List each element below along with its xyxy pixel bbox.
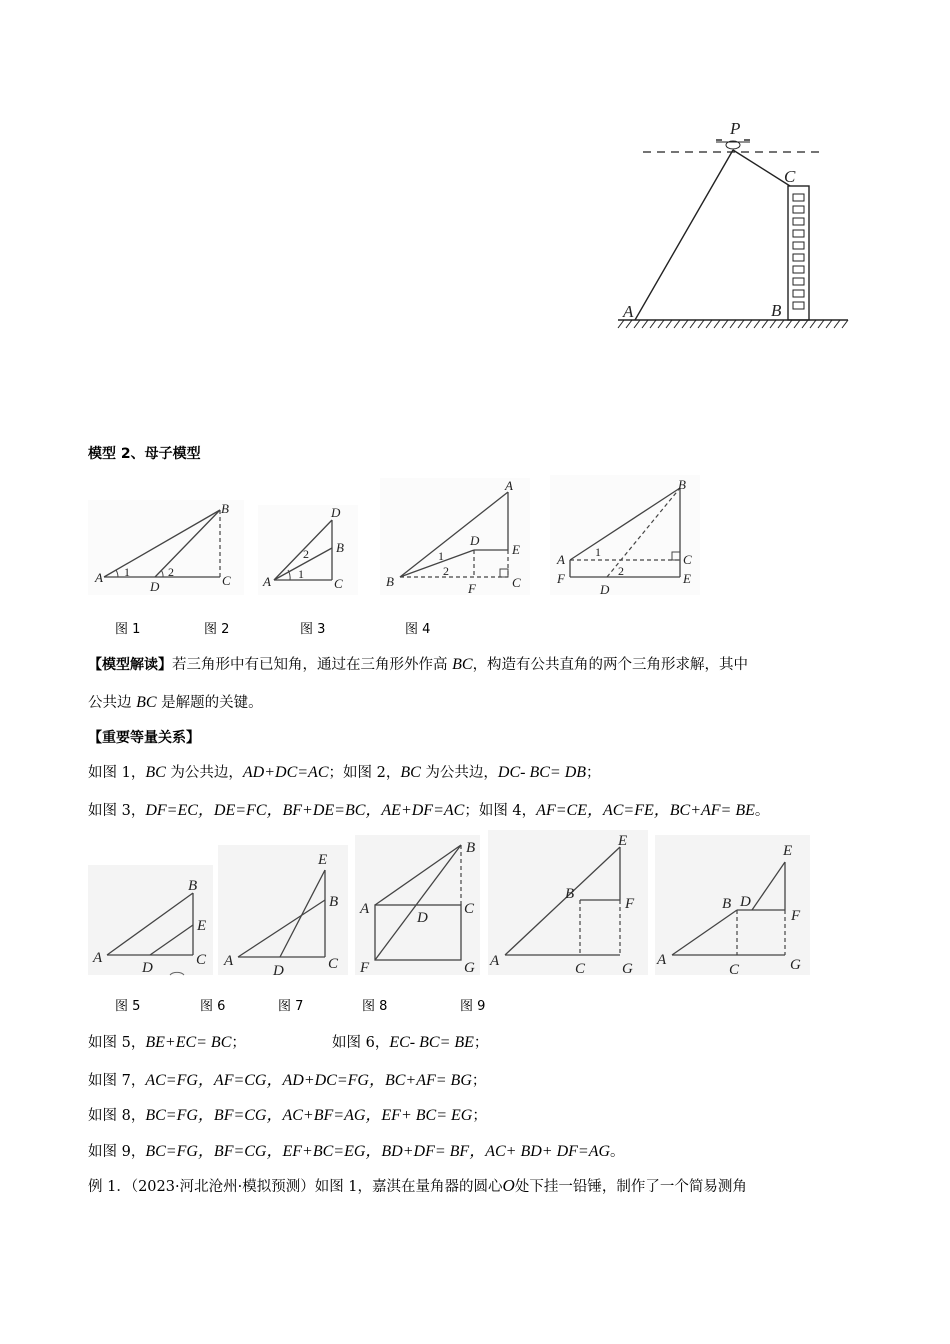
relation-fig1-2: 如图 1，BC 为公共边，AD+DC=AC；如图 2，BC 为公共边，DC- BC= DB； (88, 764, 601, 781)
fig4-label-B: B (678, 477, 686, 492)
fig8-label-A: A (490, 953, 500, 969)
fig5-label-C: C (196, 952, 207, 968)
relation-fig5-6: 如图 5，BE+EC= BC； (88, 1034, 246, 1051)
caption-fig1: 图 1 (115, 622, 141, 637)
fig5-label-D: D (142, 960, 153, 976)
caption-fig5: 图 5 (115, 999, 141, 1014)
fig3-label-D: D (470, 533, 480, 548)
label-C: C (784, 167, 796, 186)
fig2-label-D: D (331, 505, 341, 520)
caption-fig9: 图 9 (460, 999, 486, 1014)
fig9-label-D: D (740, 894, 751, 910)
relation-fig7: 如图 7，AC=FG，AF=CG，AD+DC=FG，BC+AF= BG； (88, 1072, 487, 1089)
example-1-text: 例 1．（2023·河北沧州·模拟预测）如图 1，嘉淇在量角器的圆心O处下挂一铅锤，制作了一个简易测角 (88, 1176, 747, 1195)
fig8-label-E: E (618, 833, 628, 849)
fig9-label-B: B (722, 896, 732, 912)
fig7-label-G: G (464, 960, 475, 976)
fig3-label-E: E (512, 542, 520, 557)
fig6-label-C: C (328, 956, 339, 972)
fig4-label-D: D (600, 582, 610, 597)
fig5-label-A: A (93, 950, 103, 966)
fig9-label-A: A (657, 952, 667, 968)
fig2-label-C: C (334, 576, 343, 591)
fig7-label-B: B (466, 840, 476, 856)
fig5-label-B: B (188, 878, 198, 894)
fig8-label-F: F (625, 896, 635, 912)
fig2-label-A: A (263, 574, 271, 589)
svg-text:2: 2 (303, 547, 309, 561)
relation-fig6: 如图 6，EC- BC= BE； (332, 1034, 489, 1051)
fig5-label-E: E (197, 918, 207, 934)
fig7-label-D: D (417, 910, 428, 926)
model-interpretation-line2: 公共边 BC 是解题的关键。 (88, 694, 263, 711)
fig9-label-C: C (729, 962, 740, 978)
fig7-label-A: A (360, 901, 370, 917)
relation-fig3-4: 如图 3，DF=EC，DE=FC，BF+DE=BC，AE+DF=AC；如图 4，AF=CE，AC=FE，BC+AF= BE。 (88, 802, 770, 819)
caption-fig8: 图 8 (362, 999, 388, 1014)
fig6-label-E: E (318, 852, 328, 868)
model-interpretation-line1: 【模型解读】若三角形中有已知角，通过在三角形外作高 BC，构造有公共直角的两个三角形求解，其中 (88, 656, 749, 673)
fig6-label-D: D (273, 963, 284, 979)
fig9-label-G: G (790, 957, 801, 973)
fig8-label-B: B (565, 886, 575, 902)
caption-fig2: 图 2 (204, 622, 230, 637)
caption-fig3: 图 3 (300, 622, 326, 637)
relations-heading: 【重要等量关系】 (88, 730, 200, 746)
label-P: P (730, 119, 741, 138)
fig1-label-A: A (95, 570, 103, 585)
fig3-label-B: B (386, 574, 394, 589)
fig4-label-F: F (557, 571, 565, 586)
relation-fig9: 如图 9，BC=FG，BF=CG，EF+BC=EG，BD+DF= BF，AC+ BD+ DF=AG。 (88, 1143, 625, 1160)
caption-fig7: 图 7 (278, 999, 304, 1014)
svg-text:1: 1 (124, 565, 130, 579)
section-title: 模型 2、母子模型 (88, 446, 201, 462)
fig3-label-C: C (512, 575, 521, 590)
fig7-label-F: F (360, 960, 370, 976)
svg-text:2: 2 (168, 565, 174, 579)
fig1-label-D: D (150, 579, 160, 594)
fig6-label-A: A (224, 953, 234, 969)
caption-fig4: 图 4 (405, 622, 431, 637)
fig3-label-A: A (505, 478, 513, 493)
caption-fig6: 图 6 (200, 999, 226, 1014)
label-B: B (771, 301, 782, 320)
svg-text:2: 2 (443, 564, 449, 578)
svg-text:1: 1 (438, 549, 444, 563)
fig4-label-C: C (683, 552, 692, 567)
relation-fig8: 如图 8，BC=FG，BF=CG，AC+BF=AG，EF+ BC= EG； (88, 1107, 487, 1124)
fig4-label-A: A (557, 552, 565, 567)
fig7-label-C: C (464, 901, 475, 917)
fig1-label-B: B (221, 501, 229, 516)
svg-text:2: 2 (618, 564, 624, 578)
fig9-label-F: F (791, 908, 801, 924)
fig2-label-B: B (336, 540, 344, 555)
fig9-label-E: E (783, 843, 793, 859)
fig1-label-C: C (222, 573, 231, 588)
fig4-label-E: E (683, 571, 691, 586)
fig6-label-B: B (329, 894, 339, 910)
svg-text:1: 1 (298, 567, 304, 581)
label-A: A (623, 302, 634, 321)
fig8-label-C: C (575, 961, 586, 977)
fig8-label-G: G (622, 961, 633, 977)
fig3-label-F: F (468, 581, 476, 596)
svg-text:1: 1 (595, 545, 601, 559)
